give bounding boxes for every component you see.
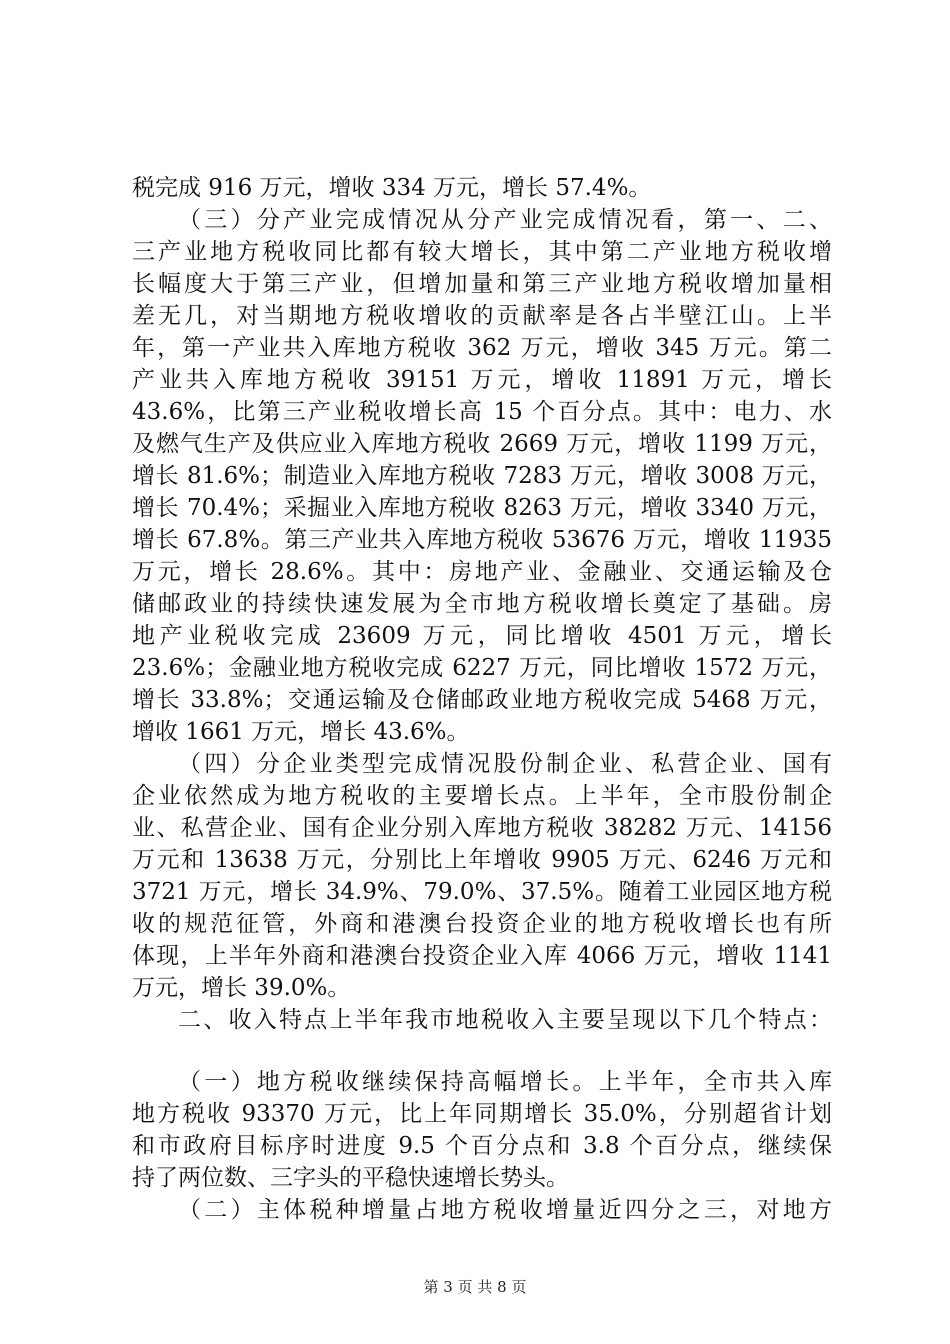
text-line: 收的规范征管，外商和港澳台投资企业的地方税收增长也有所	[132, 911, 832, 937]
text-line: 年，第一产业共入库地方税收 362 万元，增收 345 万元。第二	[132, 335, 832, 361]
text-line: 及燃气生产及供应业入库地方税收 2669 万元，增收 1199 万元，	[132, 431, 832, 457]
text-line: 万元，增长 28.6%。其中：房地产业、金融业、交通运输及仓	[132, 559, 832, 585]
text-line: （二）主体税种增量占地方税收增量近四分之三，对地方	[178, 1197, 832, 1223]
document-body	[132, 172, 832, 1226]
text-line: 增长 81.6%；制造业入库地方税收 7283 万元，增收 3008 万元，	[132, 463, 832, 489]
text-line: 地方税收 93370 万元，比上年同期增长 35.0%，分别超省计划	[132, 1101, 832, 1127]
text-line: 产业共入库地方税收 39151 万元，增收 11891 万元，增长	[132, 367, 832, 393]
text-line: （一）地方税收继续保持高幅增长。上半年，全市共入库	[178, 1069, 832, 1095]
text-line: 万元和 13638 万元，分别比上年增收 9905 万元、6246 万元和	[132, 847, 832, 873]
text-line: 持了两位数、三字头的平稳快速增长势头。	[132, 1165, 569, 1191]
text-line: 增长 33.8%；交通运输及仓储邮政业地方税收完成 5468 万元，	[132, 687, 832, 713]
text-line: 23.6%；金融业地方税收完成 6227 万元，同比增收 1572 万元，	[132, 655, 832, 681]
text-line: 企业依然成为地方税收的主要增长点。上半年，全市股份制企	[132, 783, 832, 809]
text-line: 万元，增长 39.0%。	[132, 975, 351, 1001]
text-line: 43.6%，比第三产业税收增长高 15 个百分点。其中：电力、水	[132, 399, 832, 425]
text-line: 税完成 916 万元，增收 334 万元，增长 57.4%。	[132, 175, 652, 201]
text-line: 业、私营企业、国有企业分别入库地方税收 38282 万元、14156	[132, 815, 832, 841]
text-line: 地产业税收完成 23609 万元，同比增收 4501 万元，增长	[132, 623, 832, 649]
paragraph-gap	[132, 1036, 832, 1066]
text-line: 差无几，对当期地方税收增收的贡献率是各占半壁江山。上半	[132, 303, 832, 329]
text-line: （四）分企业类型完成情况股份制企业、私营企业、国有	[178, 751, 832, 777]
section-heading: 二、收入特点上半年我市地税收入主要呈现以下几个特点：	[178, 1007, 832, 1033]
text-line: 三产业地方税收同比都有较大增长，其中第二产业地方税收增	[132, 239, 832, 265]
text-line: 长幅度大于第三产业，但增加量和第三产业地方税收增加量相	[132, 271, 832, 297]
text-line: 增长 67.8%。第三产业共入库地方税收 53676 万元，增收 11935	[132, 527, 832, 553]
text-line: 增长 70.4%；采掘业入库地方税收 8263 万元，增收 3340 万元，	[132, 495, 832, 521]
text-line: （三）分产业完成情况从分产业完成情况看，第一、二、	[178, 207, 832, 233]
text-line: 体现，上半年外商和港澳台投资企业入库 4066 万元，增收 1141	[132, 943, 832, 969]
text-line: 储邮政业的持续快速发展为全市地方税收增长奠定了基础。房	[132, 591, 832, 617]
text-line: 增收 1661 万元，增长 43.6%。	[132, 719, 470, 745]
text-line: 3721 万元，增长 34.9%、79.0%、37.5%。随着工业园区地方税	[132, 879, 832, 905]
page-number-footer: 第 3 页 共 8 页	[423, 1278, 527, 1296]
text-line: 和市政府目标序时进度 9.5 个百分点和 3.8 个百分点，继续保	[132, 1133, 832, 1159]
